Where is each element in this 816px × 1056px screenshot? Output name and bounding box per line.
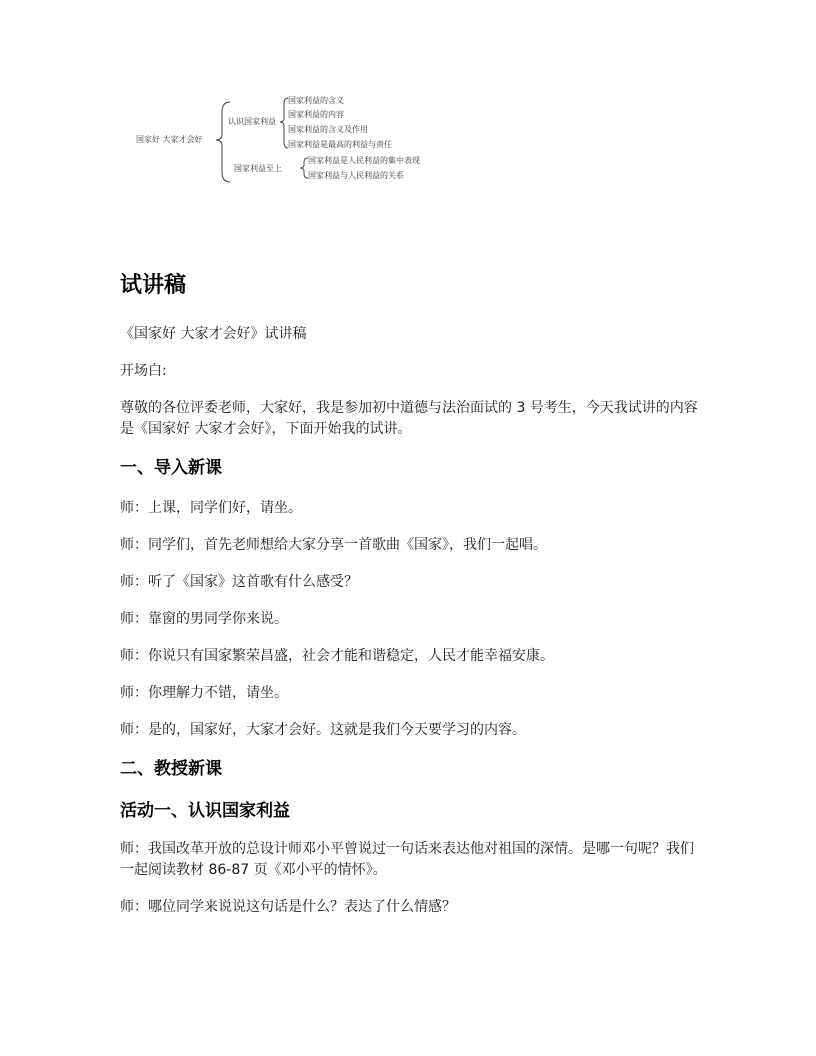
mind-map-root: 国家好 大家才会好 [136,135,203,144]
dialogue-line: 师：是的，国家好，大家才会好。这就是我们今天要学习的内容。 [120,722,526,738]
mind-map-leaf: 国家利益的含义 [288,96,344,105]
dialogue-line: 师：靠窗的男同学你来说。 [120,611,288,627]
mind-map-diagram [130,92,450,187]
dialogue-line: 师：你理解力不错，请坐。 [120,685,288,701]
dialogue-line: 师：同学们，首先老师想给大家分享一首歌曲《国家》，我们一起唱。 [120,537,547,553]
mind-map-leaf: 国家利益的内容 [288,110,344,119]
mind-map-leaf: 国家利益的含义及作用 [288,125,368,134]
opening-label: 开场白: [120,363,167,379]
section-heading-teaching: 二、教授新课 [120,759,222,779]
mind-map-leaf: 国家利益是人民利益的集中表现 [308,156,420,165]
mind-map-branch: 国家利益至上 [234,164,282,173]
mind-map-branch: 认识国家利益 [228,117,276,126]
dialogue-line: 师：哪位同学来说说这句话是什么？表达了什么情感？ [120,899,456,915]
dialogue-line: 师：你说只有国家繁荣昌盛，社会才能和谐稳定，人民才能幸福安康。 [120,648,554,664]
document-subtitle: 《国家好 大家才会好》试讲稿 [120,326,307,342]
opening-text: 尊敬的各位评委老师，大家好，我是参加初中道德与法治面试的 3 号考生，今天我试讲的内容是《国家好 大家才会好》，下面开始我的试讲。 [120,400,698,437]
mind-map-leaf: 国家利益与人民利益的关系 [308,171,404,180]
activity-heading: 活动一、认识国家利益 [120,801,290,821]
mind-map-leaf: 国家利益是最高的利益与责任 [288,140,392,149]
dialogue-line: 师：听了《国家》这首歌有什么感受？ [120,574,358,590]
dialogue-line: 师：我国改革开放的总设计师邓小平曾说过一句话来表达他对祖国的深情。是哪一句呢？我们一起阅读教材 86-87 页《邓小平的情怀》。 [120,841,694,878]
dialogue-line: 师：上课，同学们好，请坐。 [120,500,302,516]
document-title: 试讲稿 [120,273,187,298]
section-heading-intro: 一、导入新课 [120,458,222,478]
document-body [120,270,700,934]
